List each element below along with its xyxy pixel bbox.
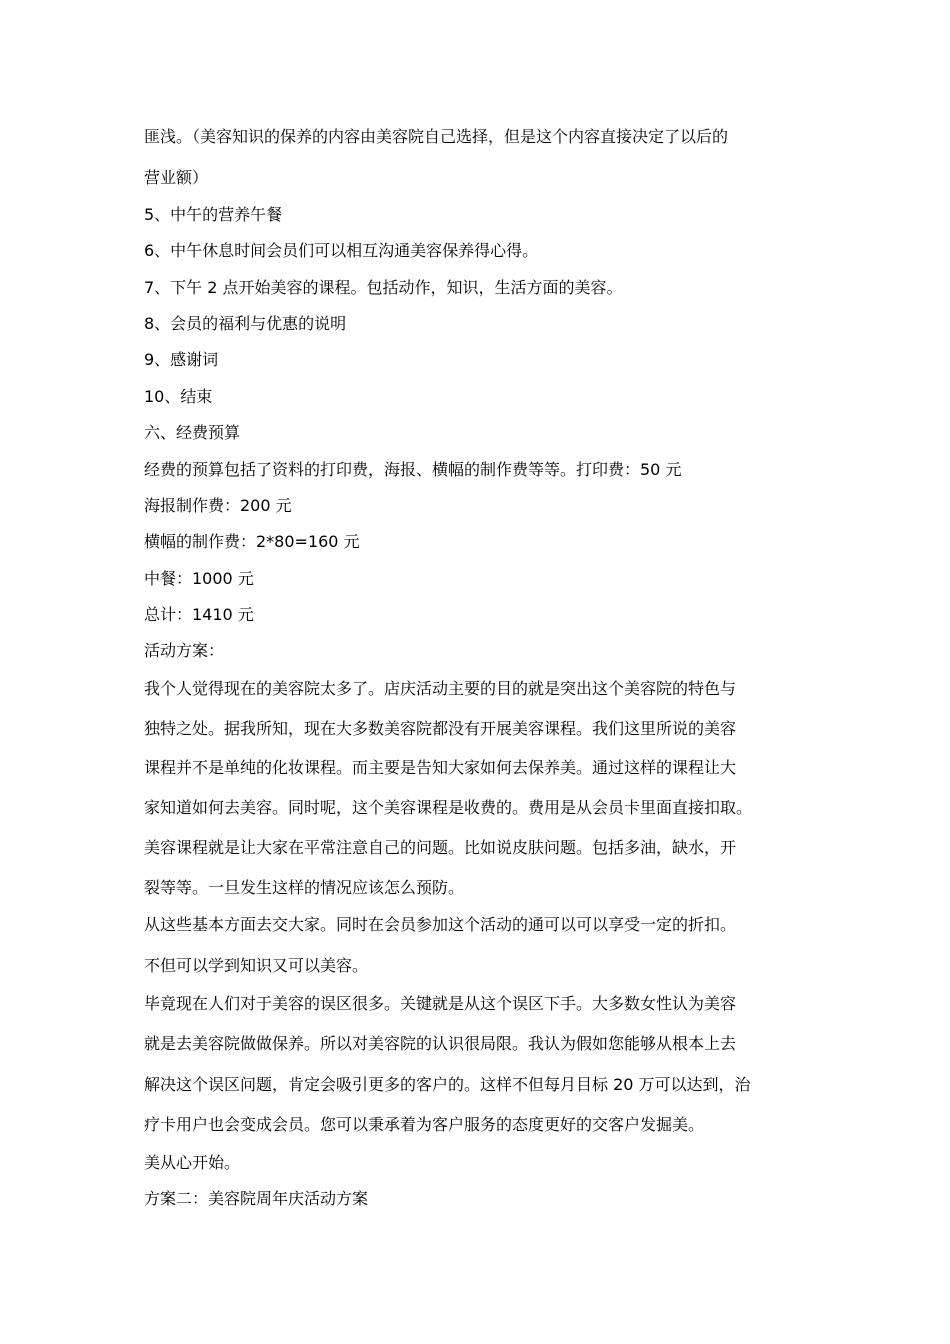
paragraph-line: 毕竟现在人们对于美容的误区很多。关键就是从这个误区下手。大多数女性认为美容	[144, 994, 737, 1013]
paragraph-line: 解决这个误区问题，肯定会吸引更多的客户的。这样不但每月目标 20 万可以达到，治	[144, 1075, 751, 1094]
paragraph-line: 我个人觉得现在的美容院太多了。店庆活动主要的目的就是突出这个美容院的特色与	[144, 679, 737, 698]
paragraph-line: 美从心开始。	[144, 1153, 241, 1172]
paragraph-line: 就是去美容院做做保养。所以对美容院的认识很局限。我认为假如您能够从根本上去	[144, 1034, 737, 1053]
budget-total: 总计：1410 元	[144, 605, 254, 624]
paragraph-line: 家知道如何去美容。同时呢，这个美容课程是收费的。费用是从会员卡里面直接扣取。	[144, 798, 753, 817]
paragraph-line: 独特之处。据我所知，现在大多数美容院都没有开展美容课程。我们这里所说的美容	[144, 719, 737, 738]
paragraph-line: 从这些基本方面去交大家。同时在会员参加这个活动的通可以可以享受一定的折扣。	[144, 915, 737, 934]
subsection-heading: 活动方案：	[144, 641, 225, 660]
paragraph-line: 疗卡用户也会变成会员。您可以秉承着为客户服务的态度更好的交客户发掘美。	[144, 1115, 705, 1134]
paragraph-line: 不但可以学到知识又可以美容。	[144, 956, 369, 975]
list-item: 9、感谢词	[144, 350, 219, 369]
plan-heading: 方案二：美容院周年庆活动方案	[144, 1189, 369, 1208]
budget-item: 海报制作费：200 元	[144, 496, 292, 515]
paragraph-line: 裂等等。一旦发生这样的情况应该怎么预防。	[144, 878, 465, 897]
budget-item: 中餐：1000 元	[144, 569, 254, 588]
list-item: 10、结束	[144, 387, 213, 406]
list-item: 6、中午休息时间会员们可以相互沟通美容保养得心得。	[144, 241, 539, 260]
section-heading: 六、经费预算	[144, 423, 241, 442]
budget-item: 横幅的制作费：2*80=160 元	[144, 532, 360, 551]
paragraph-line: 营业额）	[144, 168, 209, 187]
list-item: 8、会员的福利与优惠的说明	[144, 314, 347, 333]
list-item: 5、中午的营养午餐	[144, 205, 283, 224]
paragraph-line: 匪浅。（美容知识的保养的内容由美容院自己选择，但是这个内容直接决定了以后的	[144, 127, 729, 146]
list-item: 7、下午 2 点开始美容的课程。包括动作，知识，生活方面的美容。	[144, 278, 623, 297]
paragraph-line: 经费的预算包括了资料的打印费，海报、横幅的制作费等等。打印费：50 元	[144, 460, 682, 479]
paragraph-line: 课程并不是单纯的化妆课程。而主要是告知大家如何去保养美。通过这样的课程让大	[144, 758, 737, 777]
paragraph-line: 美容课程就是让大家在平常注意自己的问题。比如说皮肤问题。包括多油，缺水，开	[144, 838, 737, 857]
